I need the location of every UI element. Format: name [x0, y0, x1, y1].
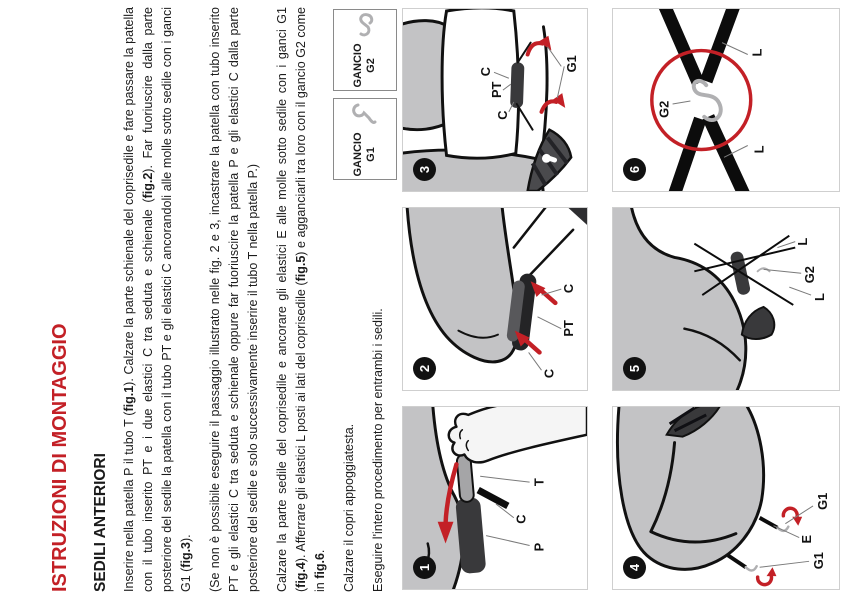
figure-number-badge: 6	[623, 158, 646, 181]
figure-label: G2	[802, 266, 818, 284]
figure-6-drawing	[613, 9, 839, 191]
figure-number-badge: 1	[413, 556, 436, 579]
hook-legend-g2-name: GANCIO	[352, 43, 364, 88]
figure-label: C	[494, 110, 510, 120]
seat-rail-shape	[528, 130, 572, 191]
figure-label: C	[478, 66, 494, 77]
hook-legend-g2-label	[352, 44, 378, 88]
hook-legend-g1	[333, 98, 397, 180]
instruction-paragraph-1: Inserire nella patella P il tubo T (fig.1). Calzare la parte schienale del coprisedile e fare passare la patella con il tubo inserito PT e i due elastici C tra seduta e schienale (fig.2). Far fuoriuscire dalla parte posteriore del sedile la patella con il tubo PT e gli elastici C ancorandoli alle molle sotto sedile con i ganci G1 (fig.3).	[122, 6, 193, 592]
figure-panel-3	[402, 8, 588, 192]
figure-panel-2	[402, 207, 588, 391]
figure-panel-5	[612, 207, 840, 391]
page-title: ISTRUZIONI DI MONTAGGIO	[49, 323, 71, 592]
figure-label: G1	[564, 55, 580, 73]
red-hook-arrow-icon	[541, 101, 556, 111]
cover-back-shape	[442, 9, 518, 158]
figure-4-drawing	[613, 407, 839, 589]
figure-number-badge: 2	[413, 357, 436, 380]
g2-hook-shape	[694, 81, 721, 120]
elastic-l-strap-shape	[665, 9, 744, 191]
figure-label: C	[541, 368, 557, 379]
instruction-paragraph-5: Eseguire l'intero procedimento per entrambi i sedili.	[371, 308, 385, 592]
figure-panel-6	[612, 8, 840, 192]
figure-label: C	[513, 514, 529, 524]
instruction-paragraph-2: (Se non è possibile eseguire il passaggio illustrato nelle fig. 2 e 3, incastrare la patella con tubo inserito PT e gli elastici C tra seduta e schienale oppure far fuoriuscire la patella P e gli elastici C dalla parte posteriore del sedile e solo successivamente inserire il tubo T nella patella P.)	[208, 7, 260, 592]
instruction-paragraph-4: Calzare il copri appoggiatesta.	[342, 423, 356, 592]
figure-5-drawing	[613, 208, 839, 390]
hook-legend-g2-code: G2	[365, 58, 377, 73]
figure-number-badge: 3	[413, 158, 436, 181]
g1-hook-shape	[746, 527, 789, 571]
seat-corner-shape	[565, 208, 587, 226]
figure-panel-1	[402, 406, 588, 590]
figure-label: P	[531, 542, 547, 552]
figure-label: PT	[561, 320, 577, 337]
figure-label: L	[811, 293, 827, 301]
figure-label: L	[795, 237, 811, 246]
text-column	[0, 7, 388, 592]
instruction-paragraph-3: Calzare la parte sedile del coprisedile e ancorare gli elastici E alle molle sotto sedile con i ganci G1 (fig.4). Afferrare gli elastici L posti ai lati del coprisedile (fig.5) e agganciarli tra loro con il gancio G2 come in fig.6.	[275, 7, 327, 592]
figure-panel-4	[612, 406, 840, 590]
hook-g1-icon	[352, 102, 378, 128]
figure-label: PT	[488, 81, 504, 99]
hook-legend-g2	[333, 9, 397, 91]
figure-label: L	[749, 48, 765, 57]
figure-label: G1	[814, 492, 830, 510]
seat-corner-shape	[742, 307, 774, 339]
hand-shape	[449, 407, 587, 462]
section-title: SEDILI ANTERIORI	[92, 453, 109, 592]
figure-number-badge: 4	[623, 556, 646, 579]
figure-label: T	[531, 478, 547, 487]
pt-tube-shape	[510, 62, 524, 108]
figure-label: C	[561, 283, 577, 294]
figure-label: G1	[810, 552, 826, 570]
figure-label: E	[799, 534, 815, 544]
hook-g2-icon	[352, 13, 378, 39]
elastic-c-shape	[478, 490, 508, 506]
figure-number-badge: 5	[623, 357, 646, 380]
seat-back-shape	[407, 208, 518, 362]
hook-legend-g1-label	[352, 133, 378, 177]
hook-legend-g1-name: GANCIO	[352, 132, 364, 177]
hook-legend-g1-code: G1	[365, 147, 377, 162]
figure-label: L	[751, 145, 767, 154]
figure-label: G2	[656, 100, 672, 118]
